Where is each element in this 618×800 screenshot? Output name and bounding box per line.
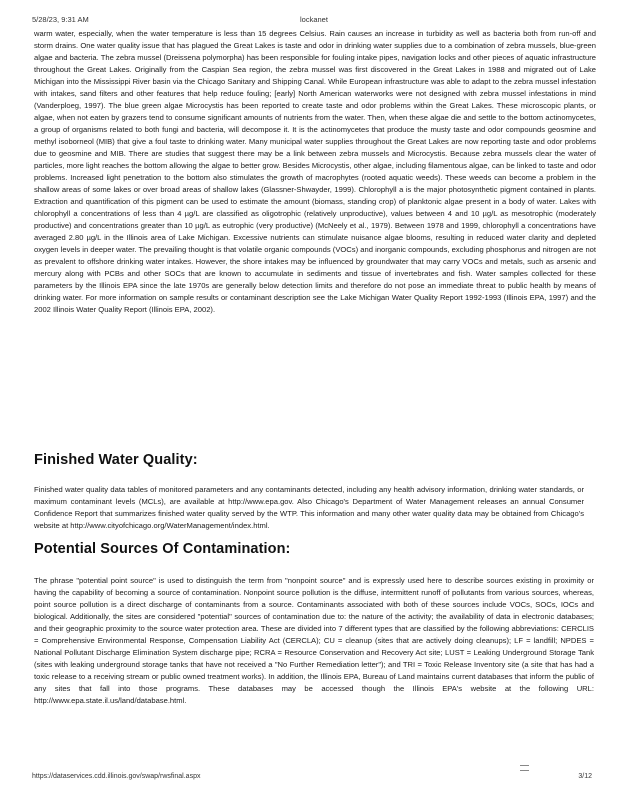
scan-artifact: [520, 765, 529, 771]
body-paragraph-finished-water: Finished water quality data tables of monitored parameters and any contaminants detected, including any health advisory information, drinking water standards, or maximum contaminant levels (MCLs), are available at http://www.epa.gov. Also Chicago's Department of Water Management releases an annual Consumer Confidence Report that summarizes finished water quality served by the WTP. This information and many other water quality data may be obtained from Chicago's website at http://www.cityofchicago.org/WaterManagement/index.html.: [34, 485, 584, 530]
print-timestamp: 5/28/23, 9:31 AM: [32, 15, 89, 24]
print-footer-url: https://dataservices.cdd.illinois.gov/swap/rwsfinal.aspx: [32, 773, 201, 780]
print-page-number: 3/12: [578, 773, 592, 780]
section-heading-finished-water-quality: Finished Water Quality:: [34, 452, 198, 468]
section-heading-potential-sources: Potential Sources Of Contamination:: [34, 541, 291, 557]
print-page-title: lockanet: [300, 15, 328, 24]
body-paragraph-water-quality: warm water, especially, when the water temperature is less than 15 degrees Celsius. Rain causes an increase in turbidity as well as bacteria both from run-off and storm drains. One water quality issue that has plagued the Great Lakes is taste and odor in drinking water supplies due to a combination of zebra mussels, blue-green algae and bacteria. The zebra mussel (Dreissena polymorpha) has been responsible for fouling intake pipes, navigation locks and other pieces of aquatic infrastructure throughout the Great Lakes. Originally from the Caspian Sea region, the zebra mussel was first discovered in the Great Lakes in 1988 and migrated out of Lake Michigan into the Mississippi River basin via the Chicago Sanitary and Shipping Canal. While European infrastructure was able to adapt to the zebra mussel infestation with intakes, sand filters and other features that help reduce fouling; [early] North American waterworks were not designed with zebra mussel infestations in mind (Vanderploeg, 1997). The blue green algae Microcystis has been reported to create taste and odor problems within the Great Lakes. These microscopic plants, or algae, when not eaten by grazers tend to consume significant amounts of nutrients from the water. Then, when these algae die and settle to the bottom actinomycetes, a group of organisms related to both fungi and bacteria, will decompose it. It is the actinomycetes that produce the musty taste and odor compounds geosmine and methyl isoborneol (MIB) that give a foul taste to drinking water. Many municipal water supplies throughout the Great Lakes are now reporting taste and odor problems due to geosmine and MIB. There are studies that suggest there may be a link between zebra mussels and Microcystis. Because zebra mussels clear the water of particles, more light reaches the bottom allowing the algae to better grow. Besides Microcystis, other algae, including filamentous algae, can be linked to taste and odor problems. Increased light penetration to the bottom also stimulates the growth of macrophytes (rooted aquatic weeds). These weeds can become a problem in the shallow areas of some lakes or over broad areas of shallow lakes (Glassner-Shwayder, 1999). Chlorophyll a is the major photosynthetic pigment contained in plants. Extraction and quantification of this pigment can be used to estimate the amount (biomass, standing crop) of planktonic algae present in a body of water. Lakes with chlorophyll a concentrations of less than 4 µg/L are classified as oligotrophic (relatively unproductive), values between 4 and 10 µg/L as mesotrophic (moderately productive) and concentrations greater than 10 µg/L as eutrophic (very productive) (McNeely et al., 1979). Between 1978 and 1999, chlorophyll a concentrations have averaged 2.80 µg/L in the Illinois area of Lake Michigan. Excessive nutrients can stimulate nuisance algae blooms, resulting in reduced water clarity and depleted oxygen levels in deeper water. The prevailing thought is that volatile organic compounds (VOCs) and inorganic compounds, excluding phosphorus and nitrogen are not as prevalent to offshore drinking water intakes. However, the shore intakes may be influenced by groundwater that may carry VOCs and metals, such as arsenic and mercury along with PCBs and other SOCs that are known to accumulate in sediments and tissue of invertebrates and fish. Water samples collected for these parameters by the Illinois EPA since the late 1970s are generally below detection limits and therefore do not pose an immediate threat to public health by means of drinking water. For more information on sample results or contaminant description see the Lake Michigan Water Quality Report 1992-1993 (Illinois EPA, 1997) and the 2002 Illinois Water Quality Report (Illinois EPA, 2002).: [34, 29, 596, 314]
body-paragraph-potential-sources: The phrase "potential point source" is used to distinguish the term from "nonpoint source" and is expressly used here to describe sources existing in proximity or having the capability of becoming a source of contamination. Nonpoint source pollution is the diffuse, intermittent runoff of pollutants from various sources, whereas, point source pollution is a direct discharge of contaminants from a source. Contaminants associated with both of these sources include VOCs, SOCs, IOCs and biological. Additionally, the sites are considered "potential" sources of contamination due to: the nature of the activity; the availability of data in electronic databases; and their geographic proximity to the source water protection area. These are divided into 7 different types that are classified by the following abbreviations: CERCLIS = Comprehensive Environmental Response, Compensation Liability Act (CERCLA); CU = cleanup (sites that are actively doing cleanups); LF = landfill; NPDES = National Pollutant Discharge Elimination System discharge pipe; RCRA = Resource Conservation and Recovery Act site; LUST = Leaking Underground Storage Tank (sites with leaking underground storage tanks that have not received a "No Further Remediation letter"); and TRI = Toxic Release Inventory site (a site that has had a toxic release to a receiving stream or public owned treatment works). In addition, the Illinois EPA, Bureau of Land maintains current databases that inform the public of any sites that fall into those programs. These databases may be accessed though the Illinois EPA's website at the following URL: http://www.epa.state.il.us/land/database.html.: [34, 576, 594, 705]
